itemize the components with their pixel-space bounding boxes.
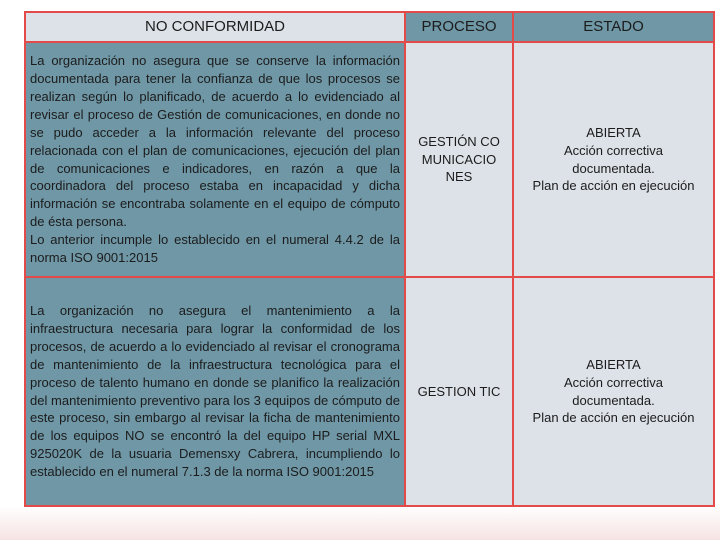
estado-action: Acción correctiva [564, 142, 663, 158]
table-row [25, 277, 714, 506]
no-conformidad-text: Lo anterior incumple lo establecido en el numeral 4.4.2 de la norma ISO 9001:2015 [30, 232, 400, 266]
proceso-text: GESTION TIC [417, 383, 501, 399]
nonconformity-table [24, 11, 715, 507]
estado-doc: documentada. [572, 160, 655, 176]
estado-action: Acción correctiva [564, 374, 663, 390]
table-header-row [25, 12, 714, 42]
bottom-accent-band [0, 506, 720, 540]
header-estado: ESTADO [513, 12, 714, 42]
estado-status: ABIERTA [586, 124, 641, 140]
estado-cell [513, 277, 714, 506]
no-conformidad-cell [25, 42, 405, 277]
header-no-conformidad: NO CONFORMIDAD [25, 12, 405, 42]
estado-plan: Plan de acción en ejecución [532, 410, 695, 426]
no-conformidad-cell [25, 277, 405, 506]
proceso-cell [405, 277, 513, 506]
estado-plan: Plan de acción en ejecución [532, 178, 695, 194]
estado-doc: documentada. [572, 392, 655, 408]
no-conformidad-text: La organización no asegura el mantenimiento a la infraestructura necesaria para lograr la conformidad de los procesos, de acuerdo a lo evidenciado al revisar el cronograma de mantenimiento de la infraestructura tecnológica para el proceso de talento humano en donde se planifico la realización del mantenimiento preventivo para los 3 equipos de cómputo de este proceso, sin embargo al revisar la ficha de mantenimiento de los equipos NO se encontró la del equipo HP serial MXL 925020K de la usuaria Demensxy Cabrera, incumpliendo lo establecido en el numeral 7.1.3 de la norma ISO 9001:2015 [30, 302, 400, 480]
estado-status: ABIERTA [586, 356, 641, 372]
estado-cell [513, 42, 714, 277]
proceso-text: GESTIÓN COMUNICACIONES [418, 133, 500, 185]
no-conformidad-text: La organización no asegura que se conserve la información documentada para tener la confianza de que los procesos se realizan según lo planificado, de acuerdo a lo evidenciado al revisar el proceso de Gestión de comunicaciones, en donde no se pudo acceder a la información relevante del proceso relacionada con el plan de comunicaciones, ejecución del plan de comunicaciones e indicadores, en razón a que la coordinadora del proceso estaba en incapacidad y dicha información se encontraba solamente en el equipo de cómputo de ésta persona. [30, 53, 400, 230]
proceso-cell [405, 42, 513, 277]
table-row [25, 42, 714, 277]
header-proceso: PROCESO [405, 12, 513, 42]
